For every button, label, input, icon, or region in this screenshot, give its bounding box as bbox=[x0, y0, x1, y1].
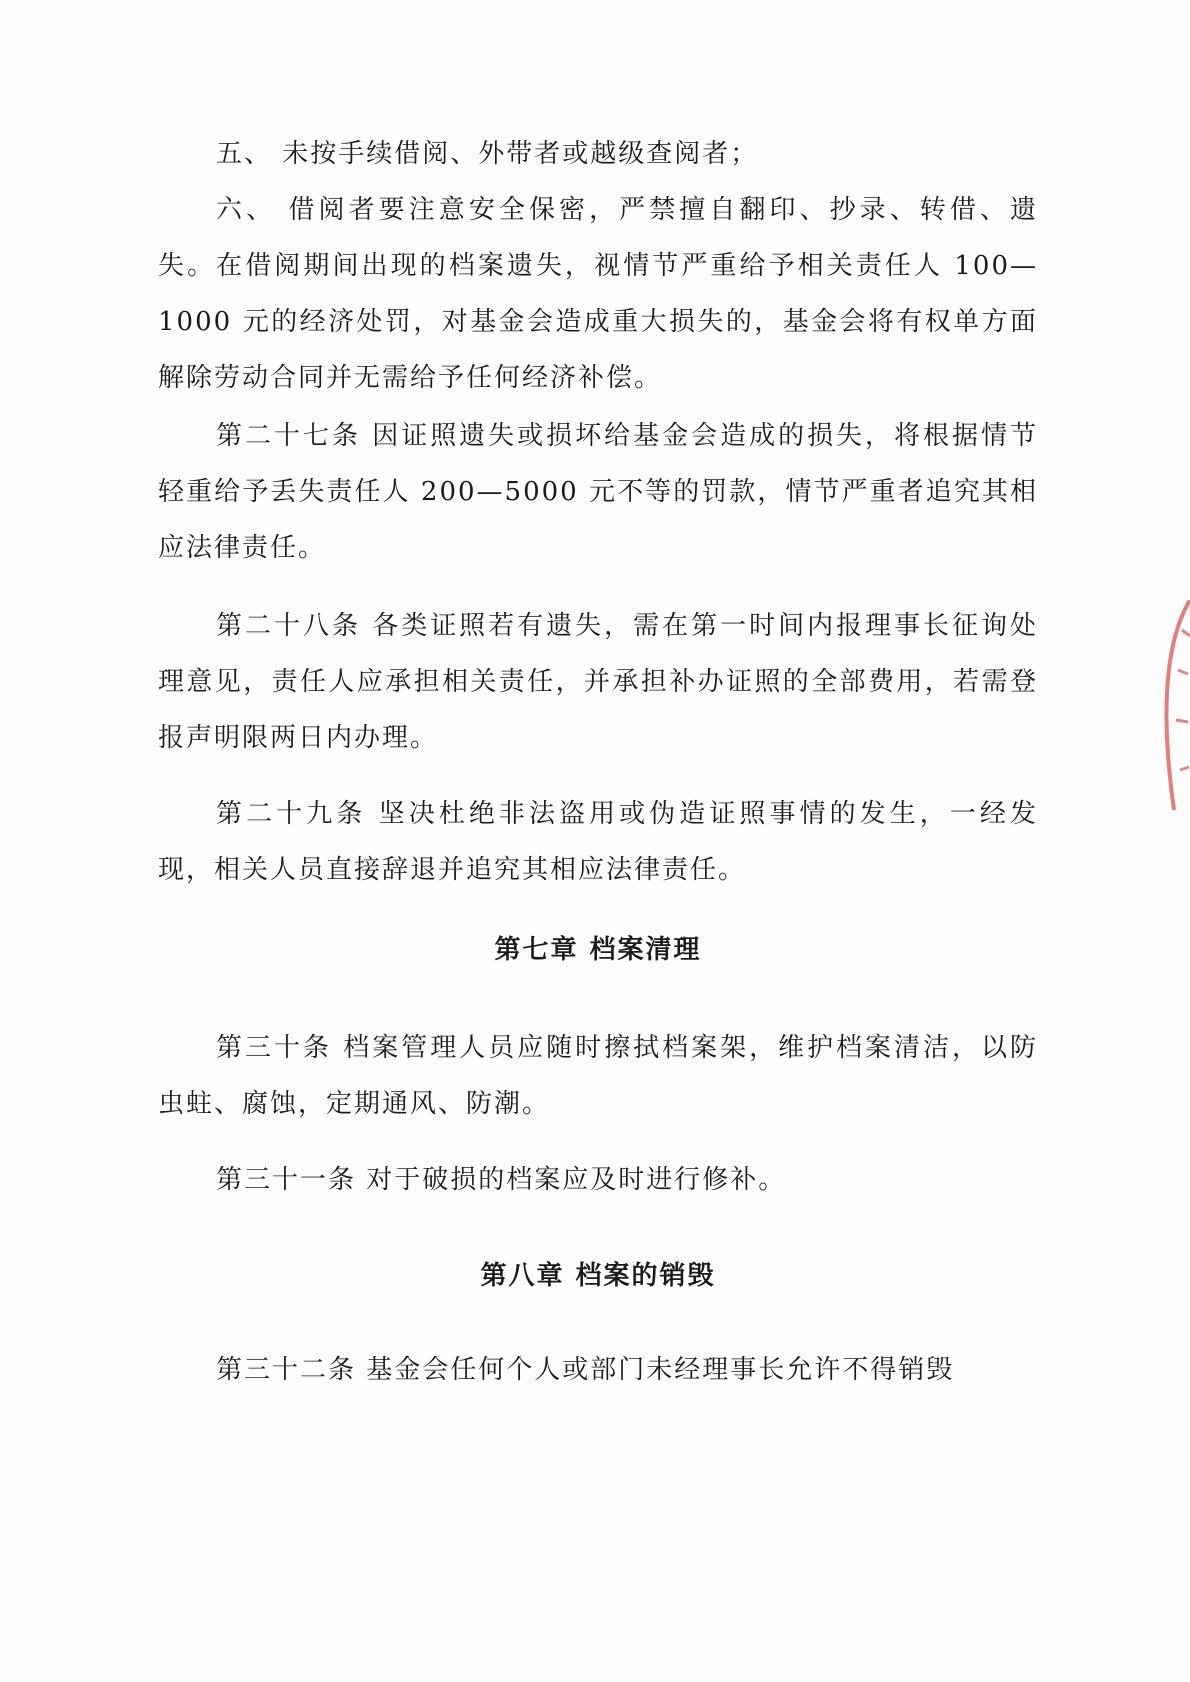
chapter-8-heading: 第八章 档案的销毁 bbox=[480, 1261, 716, 1291]
article-32-block bbox=[158, 1342, 1038, 1398]
article-31-block bbox=[158, 1152, 1038, 1208]
article-30: 第三十条 档案管理人员应随时擦拭档案架，维护档案清洁，以防虫蛀、腐蚀，定期通风、防潮。 bbox=[158, 1033, 1038, 1119]
item-5: 五、 未按手续借阅、外带者或越级查阅者； bbox=[216, 139, 759, 169]
article-30-block bbox=[158, 1020, 1038, 1132]
article-29: 第二十九条 坚决杜绝非法盗用或伪造证照事情的发生，一经发现，相关人员直接辞退并追究其相应法律责任。 bbox=[158, 799, 1038, 885]
article-28-block bbox=[158, 598, 1038, 766]
chapter-7-heading: 第七章 档案清理 bbox=[494, 935, 702, 965]
article-29-block bbox=[158, 786, 1038, 898]
article-31: 第三十一条 对于破损的档案应及时进行修补。 bbox=[216, 1165, 787, 1195]
article-27-block bbox=[158, 408, 1038, 576]
article-27: 第二十七条 因证照遗失或损坏给基金会造成的损失，将根据情节轻重给予丢失责任人 200—5000 元不等的罚款，情节严重者追究其相应法律责任。 bbox=[158, 421, 1038, 563]
red-seal-fragment bbox=[1160, 600, 1190, 810]
article-28: 第二十八条 各类证照若有遗失，需在第一时间内报理事长征询处理意见，责任人应承担相关责任，并承担补办证照的全部费用，若需登报声明限两日内办理。 bbox=[158, 611, 1038, 753]
item-6: 六、 借阅者要注意安全保密，严禁擅自翻印、抄录、转借、遗失。在借阅期间出现的档案遗失，视情节严重给予相关责任人 100—1000 元的经济处罚，对基金会造成重大损失的，基金会将有权单方面解除劳动合同并无需给予任何经济补偿。 bbox=[158, 195, 1038, 393]
article-32: 第三十二条 基金会任何个人或部门未经理事长允许不得销毁 bbox=[216, 1355, 955, 1385]
item-list bbox=[158, 126, 1038, 406]
